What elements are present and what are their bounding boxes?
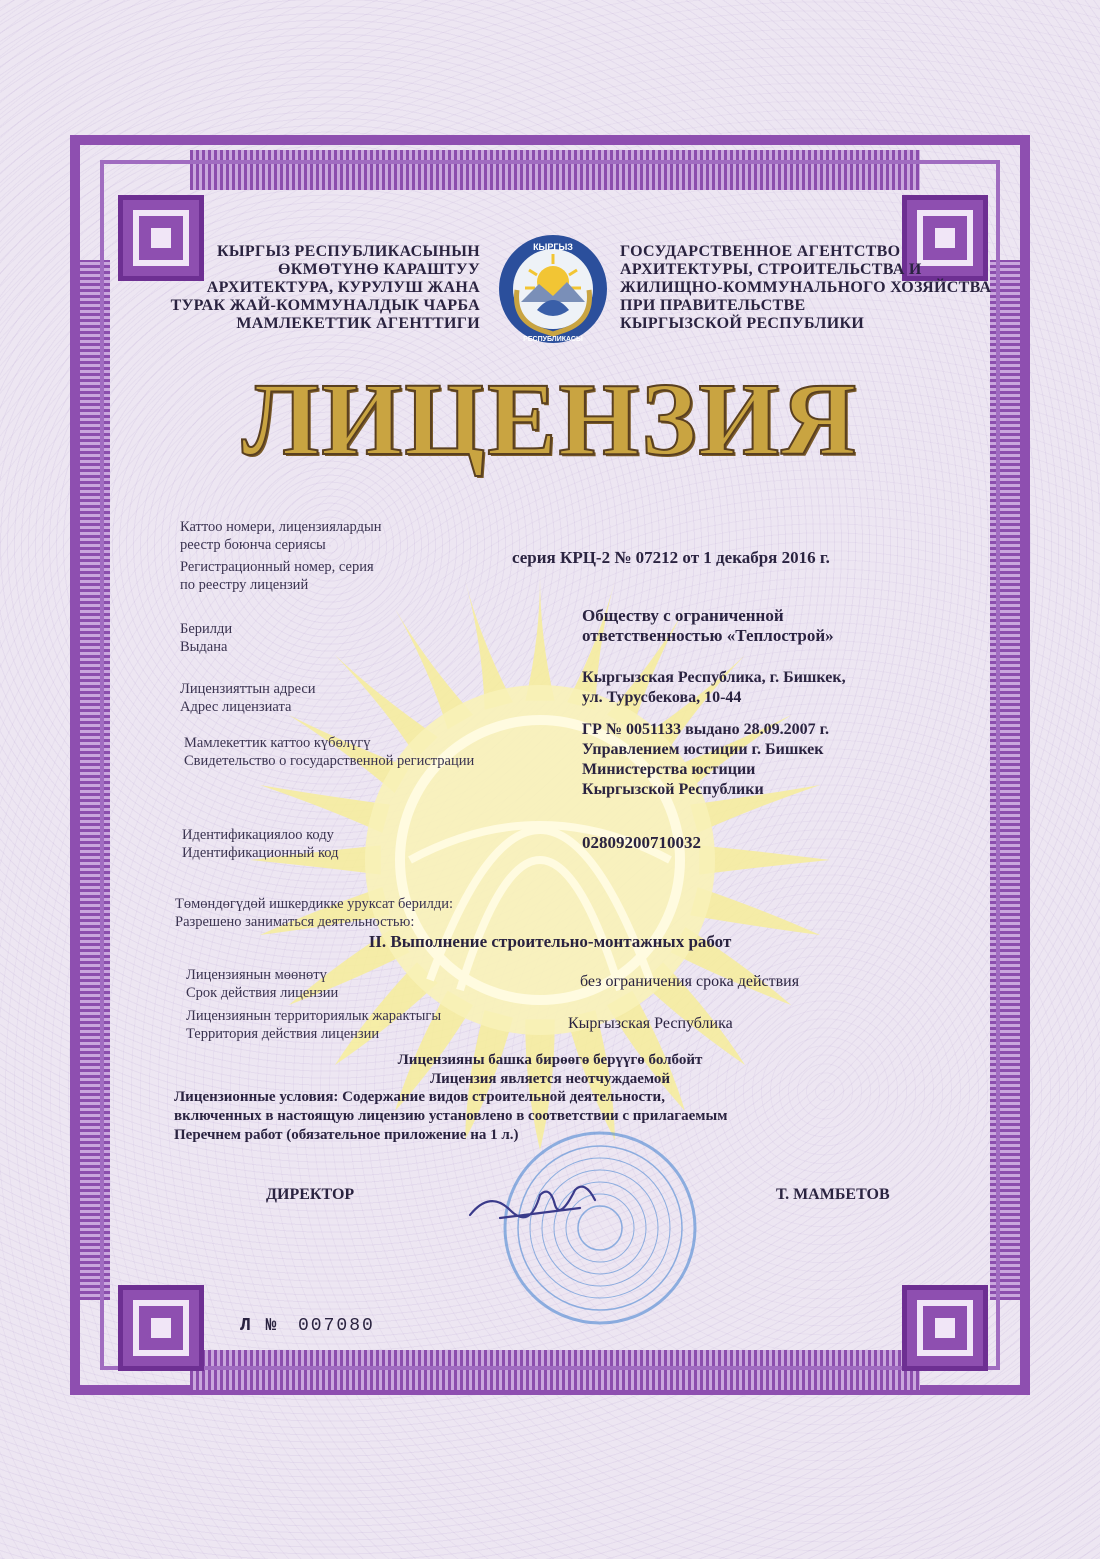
header-left-line: КЫРГЫЗ РЕСПУБЛИКАСЫНЫН	[217, 243, 480, 260]
label-line: Регистрационный номер, серия	[180, 559, 374, 575]
state-emblem-icon	[497, 230, 609, 348]
header-right-agency-ru	[620, 243, 991, 333]
serial-number: 007080	[298, 1316, 375, 1336]
emblem-top-text: КЫРГЫЗ	[533, 242, 573, 252]
value-line: ГР № 0051133 выдано 28.09.2007 г.	[582, 721, 830, 738]
term-value: без ограничения срока действия	[580, 973, 800, 990]
value-line: ответственностью «Теплострой»	[582, 626, 834, 645]
header-right-line: ЖИЛИЩНО-КОММУНАЛЬНОГО ХОЗЯЙСТВА	[620, 279, 992, 296]
issued-label	[180, 620, 232, 656]
label-line: Берилди	[180, 621, 233, 637]
value-line: Кыргызская Республика, г. Бишкек,	[582, 669, 846, 686]
registration-label	[180, 518, 381, 594]
sun-ray	[525, 570, 554, 701]
certificate-value	[582, 720, 829, 800]
label-line: Идентификациялоо коду	[182, 827, 334, 843]
header-right-line: ПРИ ПРАВИТЕЛЬСТВЕ	[620, 297, 806, 314]
header-left-line: ӨКМӨТҮНӨ КАРАШТУУ	[278, 261, 480, 278]
value-line: Обществу с ограниченной	[582, 606, 784, 625]
corner-ornament-bottom-right	[902, 1285, 988, 1371]
header-right-line: ГОСУДАРСТВЕННОЕ АГЕНТСТВО	[620, 243, 901, 260]
label-line: Разрешено заниматься деятельностью:	[175, 914, 415, 930]
header-left-line: ТУРАК ЖАЙ-КОММУНАЛДЫК ЧАРБА	[170, 297, 480, 314]
registration-value: серия КРЦ-2 № 07212 от 1 декабря 2016 г.	[512, 548, 830, 567]
nontransfer-ru: Лицензия является неотчуждаемой	[429, 1071, 671, 1087]
value-line: ул. Турусбекова, 10-44	[582, 689, 742, 706]
label-line: Лицензиянын мөөнөтү	[186, 967, 327, 983]
activity-label	[175, 895, 453, 931]
territory-value: Кыргызская Республика	[568, 1015, 733, 1032]
label-line: Адрес лицензиата	[180, 699, 292, 715]
emblem-bottom-text: РЕСПУБЛИКАСЫ	[523, 336, 583, 343]
id-code-value: 02809200710032	[582, 833, 701, 852]
label-line: Төмөндөгүдөй ишкердикке уруксат берилди:	[175, 896, 454, 912]
conditions-line: Лицензионные условия: Содержание видов строительной деятельности,	[174, 1089, 665, 1105]
value-line: Кыргызской Республики	[582, 781, 764, 798]
label-line: по реестру лицензий	[180, 577, 309, 593]
conditions-line: включенных в настоящую лицензию установлено в соответствии с прилагаемым	[174, 1108, 728, 1124]
conditions-line: Перечнем работ (обязательное приложение на 1 л.)	[174, 1127, 519, 1143]
value-line: Управлением юстиции г. Бишкек	[582, 741, 824, 758]
label-line: Срок действия лицензии	[186, 985, 339, 1001]
label-line: Лицензияттын адреси	[180, 681, 316, 697]
label-line: Каттоо номери, лицензиялардын	[180, 519, 382, 535]
header-right-line: АРХИТЕКТУРЫ, СТРОИТЕЛЬСТВА И	[620, 261, 922, 278]
header-left-line: МАМЛЕКЕТТИК АГЕНТТИГИ	[236, 315, 480, 332]
header-left-agency-kg	[171, 243, 480, 333]
label-line: Территория действия лицензии	[186, 1026, 380, 1042]
value-line: Министерства юстиции	[582, 761, 756, 778]
nontransfer-kg: Лицензияны башка бирөөгө берүүгө болбойт	[397, 1052, 703, 1068]
label-line: Идентификационный код	[182, 845, 339, 861]
handwritten-signature	[460, 1170, 610, 1230]
label-line: Мамлекеттик каттоо күбөлүгү	[184, 735, 371, 751]
header-right-line: КЫРГЫЗСКОЙ РЕСПУБЛИКИ	[620, 315, 865, 332]
territory-label	[186, 1007, 441, 1043]
label-line: Лицензиянын территориялык жарактыгы	[186, 1008, 442, 1024]
signatory-position: ДИРЕКТОР	[266, 1186, 355, 1203]
id-code-label	[182, 826, 339, 862]
label-line: Свидетельство о государственной регистрации	[184, 753, 475, 769]
label-line: реестр боюнча сериясы	[180, 537, 326, 553]
issued-value	[582, 606, 834, 646]
signatory-name: Т. МАМБЕТОВ	[776, 1186, 890, 1203]
activity-value: II. Выполнение строительно-монтажных работ	[368, 932, 732, 951]
certificate-label	[184, 734, 474, 770]
serial-prefix: Л №	[240, 1316, 279, 1336]
document-title: ЛИЦЕНЗИЯ	[241, 362, 859, 477]
corner-ornament-bottom-left	[118, 1285, 204, 1371]
sun-ray	[699, 845, 830, 874]
address-value	[582, 668, 846, 708]
header-left-line: АРХИТЕКТУРА, КУРУЛУШ ЖАНА	[206, 279, 480, 296]
address-label	[180, 680, 316, 716]
term-label	[186, 966, 338, 1002]
label-line: Выдана	[180, 639, 228, 655]
